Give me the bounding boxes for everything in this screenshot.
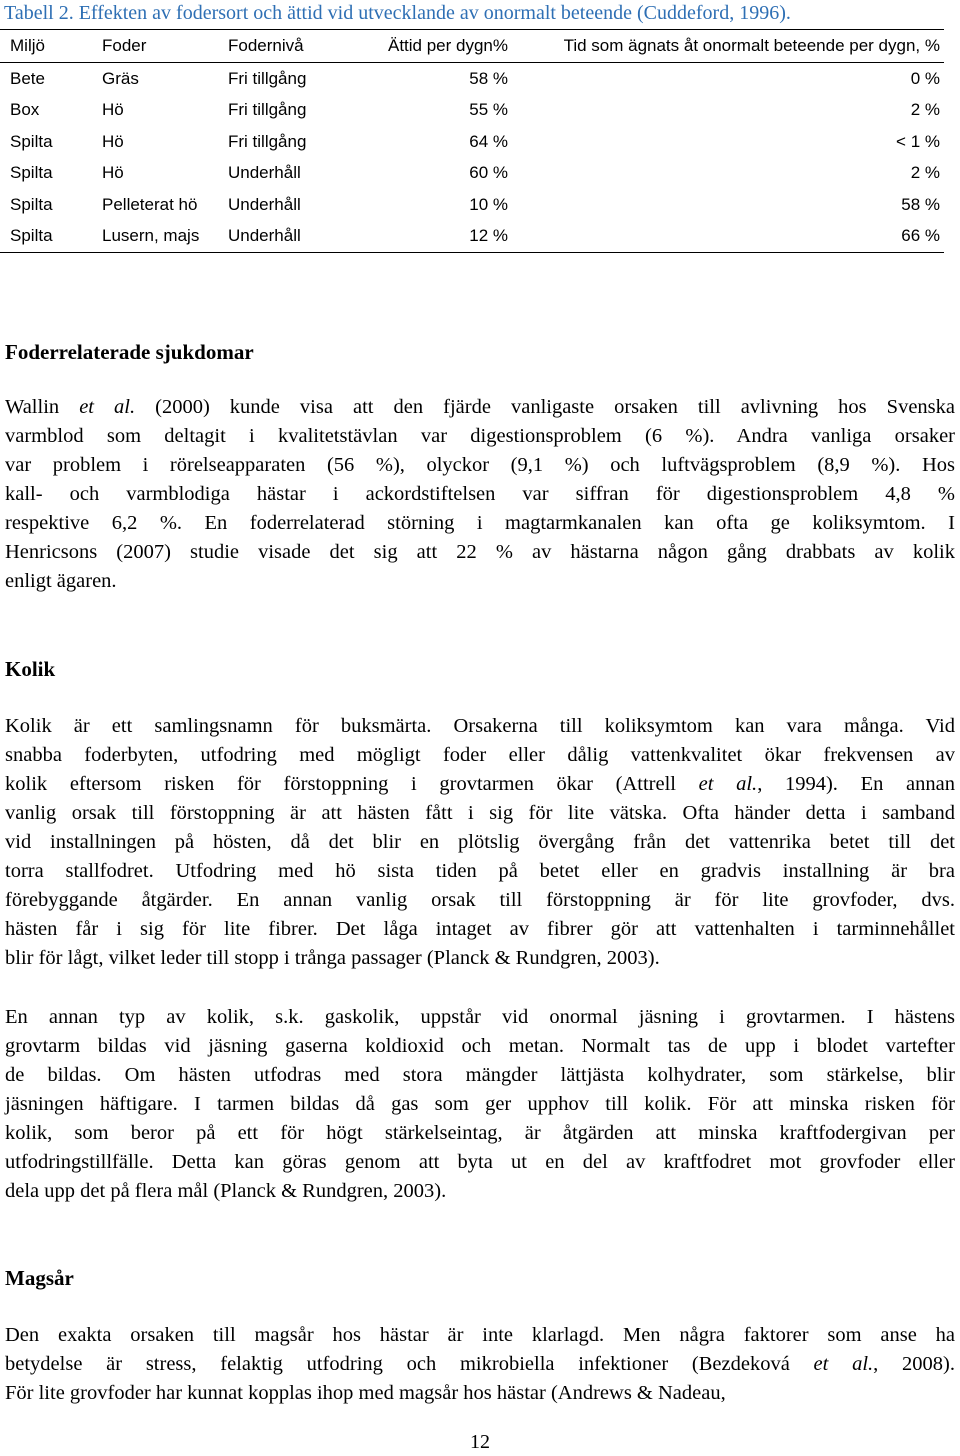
table-cell: 2 % bbox=[910, 163, 940, 182]
text-line bbox=[5, 1061, 955, 1090]
text-segment: Kolik är ett samlingsnamn för buksmärta. Orsakerna till koliksymtom kan vara många. Vid bbox=[5, 715, 955, 737]
text-segment: vid installningen på hösten, då det blir en plötslig övergång från det vattenrika betet till det bbox=[5, 831, 955, 853]
table-cell: 64 % bbox=[469, 131, 508, 151]
table-cell: 60 % bbox=[469, 163, 508, 182]
text-line bbox=[5, 741, 955, 770]
text-line bbox=[5, 886, 955, 915]
text-segment: respektive 6,2 %. En foderrelaterad störning i magtarmkanalen kan ofta ge koliksymtom. I bbox=[5, 512, 955, 534]
text-line bbox=[5, 857, 955, 886]
table-cell: Fri tillgång bbox=[228, 100, 307, 119]
table-cell: Hö bbox=[102, 163, 124, 182]
text-line bbox=[5, 422, 955, 451]
text-segment: För lite grovfoder har kunnat kopplas ihop med magsår hos hästar (Andrews & Nadeau, bbox=[5, 1382, 726, 1404]
table-cell: Lusern, majs bbox=[102, 226, 200, 245]
table-cell: Fri tillgång bbox=[228, 131, 307, 151]
text-line bbox=[5, 1148, 955, 1177]
text-segment: förebyggande åtgärder. En annan vanlig orsak till förstoppning är för lite grovfoder, dvs. bbox=[5, 889, 955, 911]
text-line bbox=[5, 915, 955, 944]
text-segment: (2000) kunde visa att den fjärde vanligaste orsaken till avlivning hos Svenska bbox=[135, 396, 956, 418]
table-cell: Fri tillgång bbox=[228, 68, 307, 88]
text-line bbox=[5, 770, 955, 799]
text-segment: de bildas. Om hästen utfodras med stora mängder lättjästa kolhydrater, som stärkelse, blir bbox=[5, 1064, 955, 1086]
text-segment: enligt ägaren. bbox=[5, 570, 117, 592]
table-header-row bbox=[0, 30, 944, 63]
text-segment: kall- och varmblodiga hästar i ackordstiftelsen var siffran för digestionsproblem 4,8 % bbox=[5, 483, 955, 505]
text-line bbox=[5, 944, 955, 973]
citation-et-al: et al. bbox=[813, 1353, 874, 1375]
table-row bbox=[0, 189, 944, 221]
paragraph-kolik-1 bbox=[5, 712, 955, 973]
table-cell: 55 % bbox=[469, 100, 508, 119]
table-cell: 12 % bbox=[469, 226, 508, 245]
text-line bbox=[5, 480, 955, 509]
table-cell: 0 % bbox=[910, 68, 940, 88]
column-header: Tid som ägnats åt onormalt beteende per dygn, % bbox=[563, 36, 940, 55]
table-cell: 58 % bbox=[901, 194, 940, 214]
text-segment: Wallin bbox=[5, 396, 80, 418]
text-line bbox=[5, 509, 955, 538]
text-segment: varmblod som deltagit i kvalitetstävlan var digestionsproblem (6 %). Andra vanliga orsaker bbox=[5, 425, 955, 447]
table-row bbox=[0, 62, 944, 94]
text-segment: Den exakta orsaken till magsår hos hästar är inte klarlagd. Men några faktorer som anse ha bbox=[5, 1324, 955, 1346]
table-cell: Underhåll bbox=[228, 226, 301, 245]
table-cell: 66 % bbox=[901, 226, 940, 245]
text-segment: snabba foderbyten, utfodring med mögligt foder eller dålig vattenkvalitet ökar frekvensen av bbox=[5, 744, 955, 766]
section-heading-foderrelaterade: Foderrelaterade sjukdomar bbox=[5, 340, 254, 364]
column-header: Miljö bbox=[10, 36, 45, 55]
text-segment: kolik eftersom risken för förstoppning i grovtarmen ökar (Attrell bbox=[5, 773, 699, 795]
text-line bbox=[5, 1350, 955, 1379]
table-body bbox=[0, 62, 944, 252]
table-cell: Underhåll bbox=[228, 163, 301, 182]
table-cell: 58 % bbox=[469, 68, 508, 88]
text-line bbox=[5, 1321, 955, 1350]
table-cell: 10 % bbox=[469, 194, 508, 214]
section-heading-kolik: Kolik bbox=[5, 657, 56, 681]
table-row bbox=[0, 157, 944, 189]
table-cell: Underhåll bbox=[228, 194, 301, 214]
text-line bbox=[5, 1379, 955, 1408]
column-header: Fodernivå bbox=[228, 36, 304, 55]
table-row bbox=[0, 126, 944, 158]
text-segment: jäsningen häftigare. I tarmen bildas då gas som ger upphov till kolik. För att minska risken för bbox=[5, 1093, 955, 1115]
table-caption: Tabell 2. Effekten av fodersort och ättid vid utvecklande av onormalt beteende (Cuddeford, 1996). bbox=[4, 2, 791, 24]
text-line bbox=[5, 1003, 955, 1032]
text-segment: En annan typ av kolik, s.k. gaskolik, uppstår vid onormal jäsning i grovtarmen. I hästens bbox=[5, 1006, 955, 1028]
text-segment: dela upp det på flera mål (Planck & Rundgren, 2003). bbox=[5, 1180, 447, 1202]
column-header: Ättid per dygn% bbox=[387, 36, 508, 55]
text-segment: , 1994). En annan bbox=[757, 773, 955, 795]
text-segment: utfodringstillfälle. Detta kan göras genom att byta ut en del av kraftfodret mot grovfoder eller bbox=[5, 1151, 955, 1173]
text-segment: grovtarm bildas vid jäsning gaserna koldioxid och metan. Normalt tas de upp i blodet vartefter bbox=[5, 1035, 955, 1057]
citation-et-al: et al. bbox=[698, 773, 758, 795]
table-cell: < 1 % bbox=[896, 131, 940, 151]
text-segment: , 2008). bbox=[873, 1353, 955, 1375]
paragraph-kolik-2 bbox=[5, 1003, 955, 1206]
table-cell: Spilta bbox=[10, 131, 53, 151]
text-line bbox=[5, 712, 955, 741]
table-cell: Box bbox=[10, 100, 40, 119]
text-line bbox=[5, 1090, 955, 1119]
table-row bbox=[0, 220, 944, 252]
paragraph-magsar bbox=[5, 1321, 955, 1408]
table-cell: Gräs bbox=[102, 68, 139, 88]
text-line bbox=[5, 1119, 955, 1148]
text-segment: blir för lågt, vilket leder till stopp i trånga passager (Planck & Rundgren, 2003). bbox=[5, 947, 660, 969]
text-line bbox=[5, 799, 955, 828]
text-line bbox=[5, 567, 955, 596]
text-segment: kolik, som beror på ett för högt stärkelseintag, är åtgärden att minska kraftfodergivan per bbox=[5, 1122, 955, 1144]
page-number: 12 bbox=[470, 1431, 490, 1453]
paragraph-foderrelaterade bbox=[5, 393, 955, 596]
text-line bbox=[5, 1177, 955, 1206]
text-segment: vanlig orsak till förstoppning är att hästen fått i sig för lite vätska. Ofta händer detta i samband bbox=[5, 802, 955, 824]
table-cell: Pelleterat hö bbox=[102, 194, 198, 214]
table-cell: Spilta bbox=[10, 194, 53, 214]
table-cell: Hö bbox=[102, 100, 124, 119]
table-cell: Hö bbox=[102, 131, 124, 151]
text-segment: Henricsons (2007) studie visade det sig att 22 % av hästarna någon gång drabbats av kolik bbox=[5, 541, 955, 563]
feeding-behaviour-table bbox=[0, 29, 944, 253]
text-line bbox=[5, 828, 955, 857]
text-segment: var problem i rörelseapparaten (56 %), olyckor (9,1 %) och luftvägsproblem (8,9 %). Hos bbox=[5, 454, 955, 476]
citation-et-al: et al. bbox=[79, 396, 136, 418]
text-segment: hästen får i sig för lite fibrer. Det låga intaget av fibrer gör att vattenhalten i tarminnehållet bbox=[5, 918, 955, 940]
table-cell: Spilta bbox=[10, 163, 53, 182]
table-cell: Spilta bbox=[10, 226, 53, 245]
table-row bbox=[0, 94, 944, 126]
table-cell: Bete bbox=[10, 68, 45, 88]
table-cell: 2 % bbox=[910, 100, 940, 119]
text-line bbox=[5, 451, 955, 480]
text-line bbox=[5, 393, 955, 422]
section-heading-magsar: Magsår bbox=[5, 1266, 74, 1290]
text-line bbox=[5, 538, 955, 567]
column-header: Foder bbox=[102, 36, 147, 55]
text-segment: betydelse är stress, felaktig utfodring och mikrobiella infektioner (Bezdeková bbox=[5, 1353, 814, 1375]
text-line bbox=[5, 1032, 955, 1061]
text-segment: torra stallfodret. Utfodring med hö sista tiden på betet eller en gradvis installning är bra bbox=[5, 860, 955, 882]
